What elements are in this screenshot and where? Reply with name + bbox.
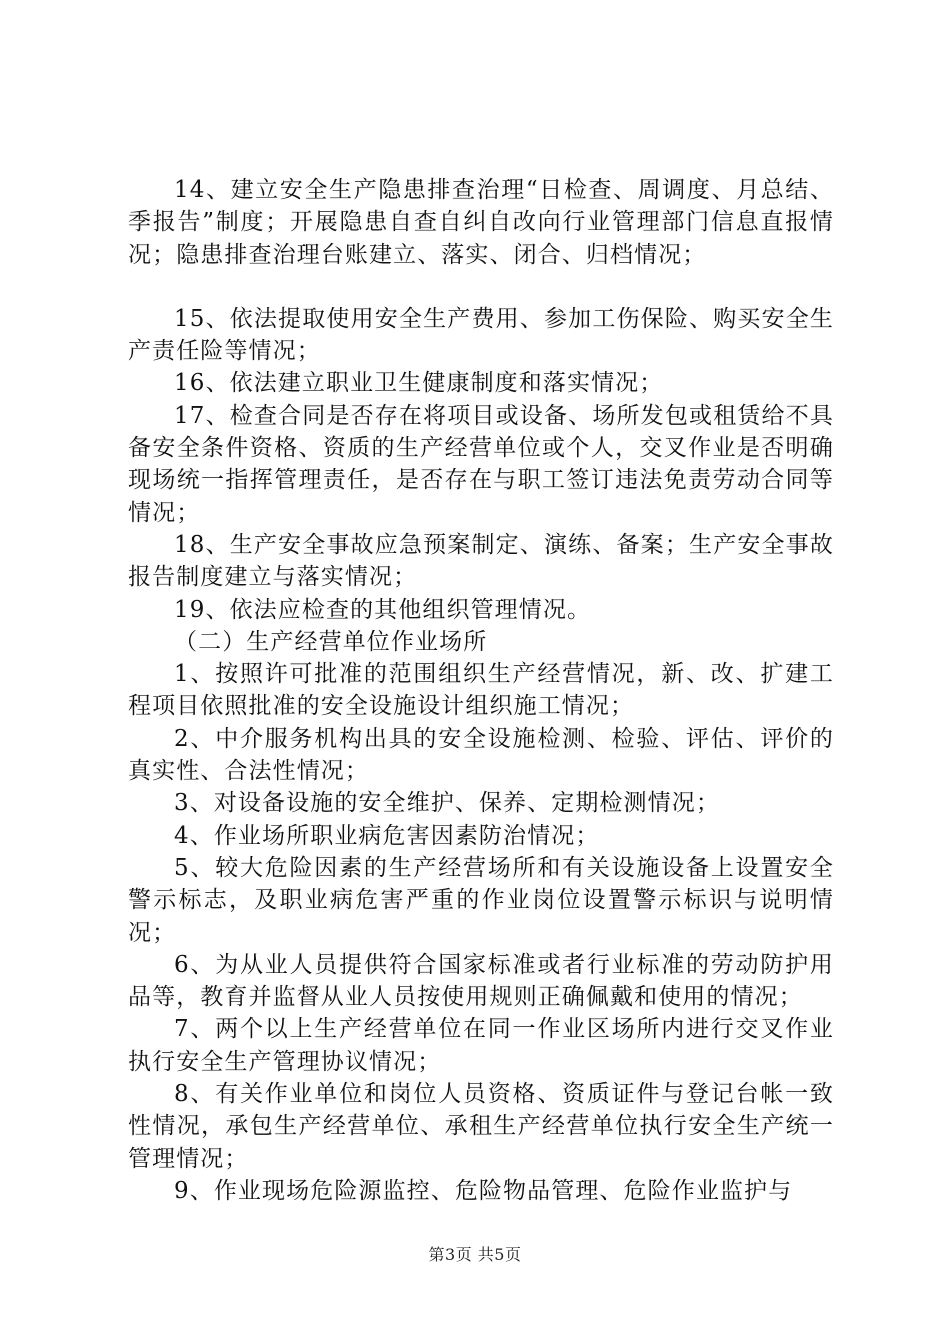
paragraph-16: 16、依法建立职业卫生健康制度和落实情况； — [174, 370, 664, 397]
paragraph-3: 3、对设备设施的安全维护、保养、定期检测情况； — [174, 790, 720, 817]
paragraph-8: 8、有关作业单位和岗位人员资格、资质证件与登记台帐一致性情况，承包生产经营单位、承租生产经营单位执行安全生产统一管理情况； — [128, 1081, 834, 1172]
paragraph-1: 1、按照许可批准的范围组织生产经营情况，新、改、扩建工程项目依照批准的安全设施设计组织施工情况； — [128, 661, 834, 720]
paragraph-2: 2、中介服务机构出具的安全设施检测、检验、评估、评价的真实性、合法性情况； — [128, 725, 834, 785]
paragraph-14: 14、建立安全生产隐患排查治理“日检查、周调度、月总结、季报告”制度；开展隐患自查自纠自改向行业管理部门信息直报情况；隐患排查治理台账建立、落实、闭合、归档情况； — [128, 177, 834, 268]
paragraph-17: 17、检查合同是否存在将项目或设备、场所发包或租赁给不具备安全条件资格、资质的生产经营单位或个人，交叉作业是否明确现场统一指挥管理责任，是否存在与职工签订违法免责劳动合同等情况； — [128, 402, 834, 526]
paragraph-15: 15、依法提取使用安全生产费用、参加工伤保险、购买安全生产责任险等情况； — [128, 305, 834, 365]
paragraph-9: 9、作业现场危险源监控、危险物品管理、危险作业监护与 — [174, 1177, 793, 1204]
paragraph-6: 6、为从业人员提供符合国家标准或者行业标准的劳动防护用品等，教育并监督从业人员按使用规则正确佩戴和使用的情况； — [128, 951, 834, 1011]
paragraph-4: 4、作业场所职业病危害因素防治情况； — [174, 822, 600, 849]
paragraph-5: 5、较大危险因素的生产经营场所和有关设施设备上设置安全警示标志，及职业病危害严重的作业岗位设置警示标识与说明情况； — [128, 854, 834, 946]
section-heading-workplace: （二）生产经营单位作业场所 — [174, 628, 488, 655]
document-body — [128, 174, 834, 1207]
page-footer: 第3页 共5页 — [428, 1245, 522, 1264]
paragraph-18: 18、生产安全事故应急预案制定、演练、备案；生产安全事故报告制度建立与落实情况； — [128, 531, 834, 591]
paragraph-7: 7、两个以上生产经营单位在同一作业区场所内进行交叉作业执行安全生产管理协议情况； — [128, 1016, 834, 1075]
paragraph-19: 19、依法应检查的其他组织管理情况。 — [174, 596, 592, 623]
